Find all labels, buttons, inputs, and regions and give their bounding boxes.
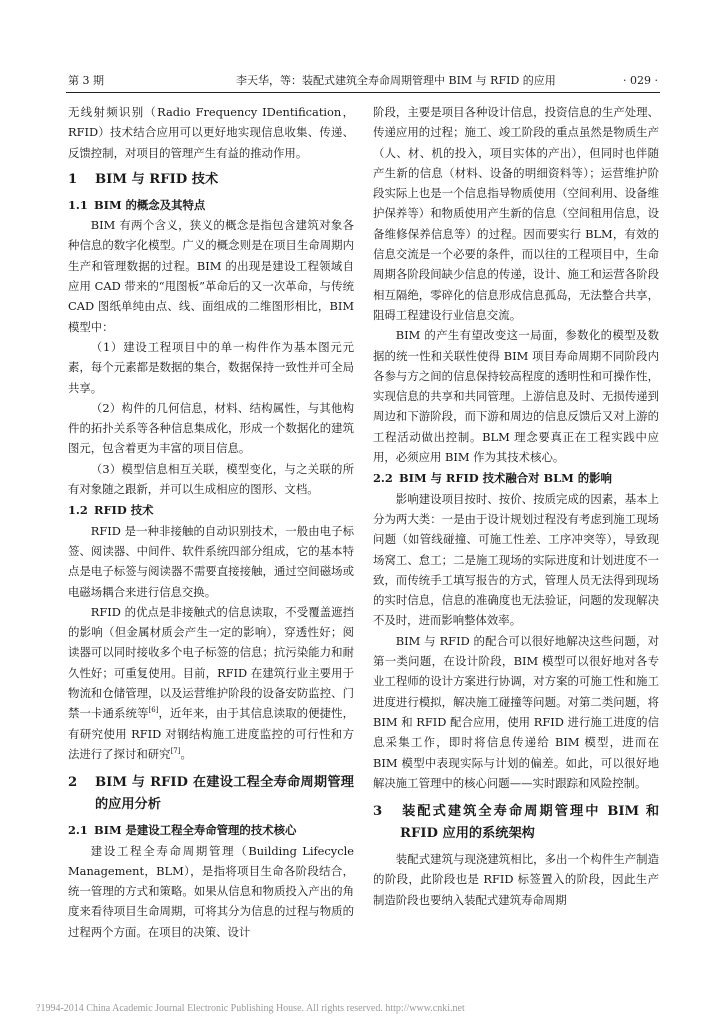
subsection-heading-2-1	[68, 820, 354, 840]
paragraph: RFID 是一种非接触的自动识别技术，一般由电子标签、阅读器、中间件、软件系统四部分组成，它的基本特点是电子标签与阅读器不需要直接接触，通过空间磁场或电磁场耦合来进行信息交换。	[68, 523, 354, 599]
paragraph: 装配式建筑与现浇建筑相比，多出一个构件生产制造的阶段，此阶段也是 RFID 标签置入的阶段，因此生产制造阶段也要纳入装配式建筑寿命周期	[373, 852, 659, 907]
running-title: 李天华，等：装配式建筑全寿命周期管理中 BIM 与 RFID 的应用	[236, 74, 556, 87]
section-number: 3	[373, 804, 383, 820]
list-item: （3）模型信息相互关联，模型变化，与之关联的所有对象随之跟新，并可以生成相应的图形、文档。	[68, 461, 354, 497]
section-heading-1	[68, 169, 354, 191]
section-number: 2	[68, 775, 78, 791]
paragraph: BIM 的产生有望改变这一局面，参数化的模型及数据的统一性和关联性使得 BIM 项目寿命周期不同阶段内各参与方之间的信息保持较高程度的透明性和可操作性，实现信息的共享和共同管理。上游信息及时、无损传递到周边和下游阶段，而下游和周边的信息反馈后又对上游的工程活动做出控制。BLM 理念要真正在工程实践中应用，必须应用 BIM 作为其技术核心。	[373, 328, 659, 465]
list-item: （1）建设工程项目中的单一构件作为基本图元元素，每个元素都是数据的集合，数据保持一致性并可全局共享。	[68, 339, 354, 395]
citation-7[interactable]: [7]	[170, 747, 181, 756]
subsection-heading-1-1	[68, 195, 354, 215]
subsection-number: 2.2	[373, 471, 393, 486]
subsection-title: BIM 与 RFID 技术融合对 BLM 的影响	[399, 471, 612, 486]
issue-label: 第 3 期	[68, 74, 104, 87]
subsection-heading-2-2	[373, 468, 659, 488]
paragraph-text: ，近年来，由于其信息读取的便捷性，有研究使用 RFID 对钢结构施工进度监控的可行性和方法进行了探讨和研究	[68, 706, 354, 761]
paragraph-intro: 无线射频识别（Radio Frequency IDentification，RFID）技术结合应用可以更好地实现信息收集、传递、反馈控制，对项目的管理产生有益的推动作用。	[68, 105, 354, 160]
paragraph: 影响建设项目按时、按价、按质完成的因素，基本上分为两大类：一是由于设计规划过程没有考虑到施工现场问题（如管线碰撞、可施工性差、工序冲突等），导致现场窝工、怠工；二是施工现场的实际进度和计划进度不一致，而传统手工填写报告的方式，管理人员无法得到现场的实时信息，信息的准确度也无法验证，问题的发现解决不及时，进而影响整体效率。	[373, 491, 659, 628]
paragraph: BIM 与 RFID 的配合可以很好地解决这些问题，对第一类问题，在设计阶段，BIM 模型可以很好地对各专业工程师的设计方案进行协调，对方案的可施工性和施工进度进行模拟，解决施工碰撞等问题。对第二类问题，将 BIM 和 RFID 配合应用，使用 RFID 进行施工进度的信息采集工作，即时将信息传递给 BIM 模型，进而在 BIM 模型中表现实际与计划的偏差。如此，可以很好地解决施工管理中的核心问题——实时跟踪和风险控制。	[373, 633, 659, 790]
subsection-heading-1-2	[68, 500, 354, 520]
header-rule	[66, 92, 660, 93]
section-heading-2	[68, 772, 354, 816]
section-number: 1	[68, 171, 78, 187]
section-heading-3	[373, 801, 659, 845]
subsection-number: 1.2	[68, 503, 88, 518]
copyright-footer: ?1994-2014 China Academic Journal Electronic Publishing House. All rights reserved. http://www.cnki.net	[36, 1003, 465, 1014]
paragraph: 建设工程全寿命周期管理（Building Lifecycle Management，BLM），是指将项目生命各阶段结合，统一管理的方式和策略。如果从信息和物质投入产出的角度来看待项目生命周期，可将其分为信息的过程与物质的过程两个方面。在项目的决策、设计	[68, 843, 354, 939]
subsection-title: BIM 是建设工程全寿命管理的技术核心	[94, 823, 297, 838]
subsection-title: BIM 的概念及其特点	[94, 197, 206, 212]
paragraph-text: 。	[180, 746, 192, 761]
right-column	[373, 102, 659, 992]
page-number: · 029 ·	[623, 74, 658, 87]
section-title: BIM 与 RFID 在建设工程全寿命周期管理的应用分析	[95, 775, 354, 813]
subsection-number: 2.1	[68, 823, 88, 838]
list-item: （2）构件的几何信息，材料、结构属性，与其他构件的拓扑关系等各种信息集成化，形成一个数据化的建筑图元，包含着更为丰富的项目信息。	[68, 400, 354, 456]
subsection-title: RFID 技术	[94, 503, 154, 518]
section-title: BIM 与 RFID 技术	[95, 171, 219, 187]
subsection-number: 1.1	[68, 197, 88, 212]
paragraph-continued: 阶段，主要是项目各种设计信息，投资信息的生产处理、传递应用的过程；施工、竣工阶段的重点虽然是物质生产（人、材、机的投入，项目实体的产出），但同时也伴随产生新的信息（材料、设备的明细资料等）；运营维护阶段实际上也是一个信息指导物质使用（空间利用、设备维护保养等）和物质使用产生新的信息（空间租用信息，设备维修保养信息等）的过程。因而要实行 BLM，有效的信息交流是一个必要的条件，而以往的工程项目中，生命周期各阶段间缺少信息的传递，设计、施工和运营各阶段相互隔绝，零碎化的信息形成信息孤岛，无法整合共享，阻碍工程建设行业信息交流。	[373, 105, 659, 322]
running-header	[68, 72, 658, 90]
paragraph-text: RFID 的优点是非接触式的信息读取，不受覆盖遮挡的影响（但金属材质会产生一定的影响），穿透性好；阅读器可以同时接收多个电子标签的信息；抗污染能力和耐久性好；可重复使用。目前，RFID 在建筑行业主要用于物流和仓储管理，以及运营维护阶段的设备安防监控、门禁一卡通系统等	[68, 604, 354, 721]
paragraph	[68, 602, 354, 764]
paragraph: BIM 有两个含义，狭义的概念是指包含建筑对象各种信息的数字化模型。广义的概念则是在项目生命周期内生产和管理数据的过程。BIM 的出现是建设工程领域自应用 CAD 带来的“甩图板”革命后的又一次革命，与传统 CAD 图纸单纯由点、线、面组成的二维图形相比，BIM 模型中：	[68, 218, 354, 334]
section-title: 装配式建筑全寿命周期管理中 BIM 和 RFID 应用的系统架构	[400, 804, 659, 842]
citation-6[interactable]: [6]	[148, 706, 159, 715]
left-column	[68, 102, 354, 992]
